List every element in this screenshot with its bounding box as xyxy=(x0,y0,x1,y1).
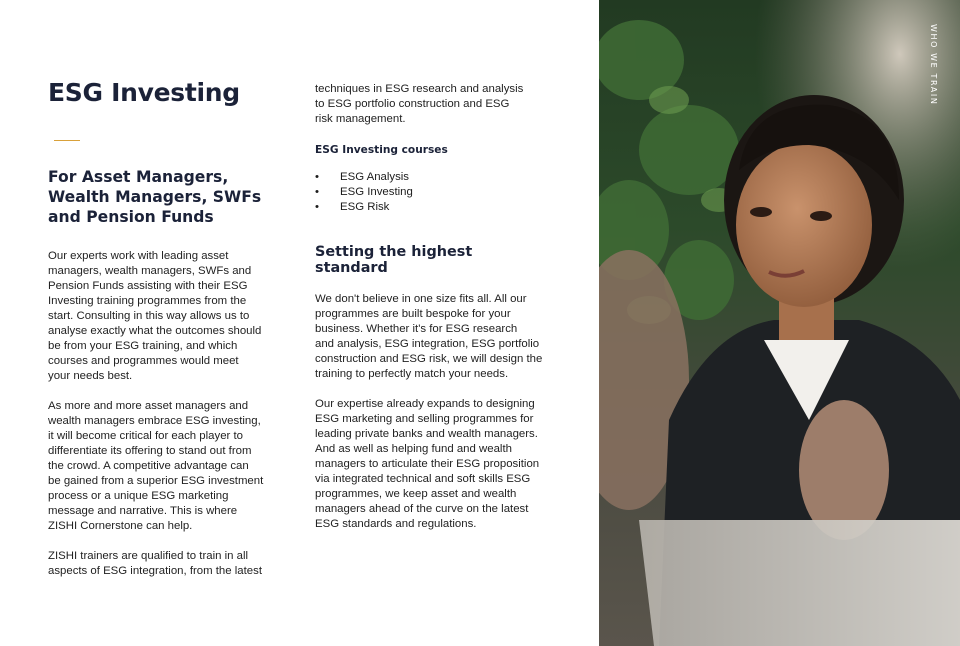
left-column xyxy=(48,78,270,579)
bullet-icon: • xyxy=(315,186,319,198)
courses-heading: ESG Investing courses xyxy=(315,144,448,156)
bullet-icon: • xyxy=(315,171,319,183)
expertise-paragraph: Our expertise already expands to designing ESG marketing and selling programmes for leading private banks and wealth managers. And as well as helping fund and wealth managers to articulate their ESG proposition via integrated technical and soft skills ESG programmes, we keep asset and wealth managers ahead of the curve on the latest ESG standards and regulations. xyxy=(315,398,540,530)
course-name: ESG Risk xyxy=(340,201,390,213)
side-label: WHO WE TRAIN xyxy=(929,24,938,106)
accent-divider xyxy=(54,140,80,141)
portrait-photo xyxy=(599,0,960,646)
list-item xyxy=(315,185,547,200)
standard-heading: Setting the highest standard xyxy=(315,244,473,276)
page-title: ESG Investing xyxy=(48,78,240,107)
course-list xyxy=(315,170,547,215)
portrait-illustration xyxy=(599,0,960,646)
continued-paragraph: techniques in ESG research and analysis to ESG portfolio construction and ESG risk management. xyxy=(315,83,524,125)
list-item xyxy=(315,200,547,215)
audience-subtitle: For Asset Managers, Wealth Managers, SWFs and Pension Funds xyxy=(48,168,262,226)
course-name: ESG Investing xyxy=(340,186,413,198)
advantage-paragraph: As more and more asset managers and wealth managers embrace ESG investing, it will become critical for each player to differentiate its offering to stand out from the crowd. A competitive advantage can be gained from a superior ESG investment process or a unique ESG marketing message and narrative. This is where ZISHI Cornerstone can help. xyxy=(48,400,264,532)
bespoke-paragraph: We don't believe in one size fits all. All our programmes are built bespoke for your business. Whether it's for ESG research and analysis, ESG integration, ESG portfolio construction and ESG risk, we will design the training to perfectly match your needs. xyxy=(315,293,543,380)
list-item xyxy=(315,170,547,185)
trainers-paragraph: ZISHI trainers are qualified to train in all aspects of ESG integration, from the latest xyxy=(48,550,262,577)
bullet-icon: • xyxy=(315,201,319,213)
course-name: ESG Analysis xyxy=(340,171,410,183)
middle-column xyxy=(315,82,547,532)
intro-paragraph: Our experts work with leading asset managers, wealth managers, SWFs and Pension Funds assisting with their ESG Investing training programmes from the start. Consulting in this way allows us to analyse exactly what the outcomes should be from your ESG training, and which courses and programmes would meet your needs best. xyxy=(48,250,262,382)
